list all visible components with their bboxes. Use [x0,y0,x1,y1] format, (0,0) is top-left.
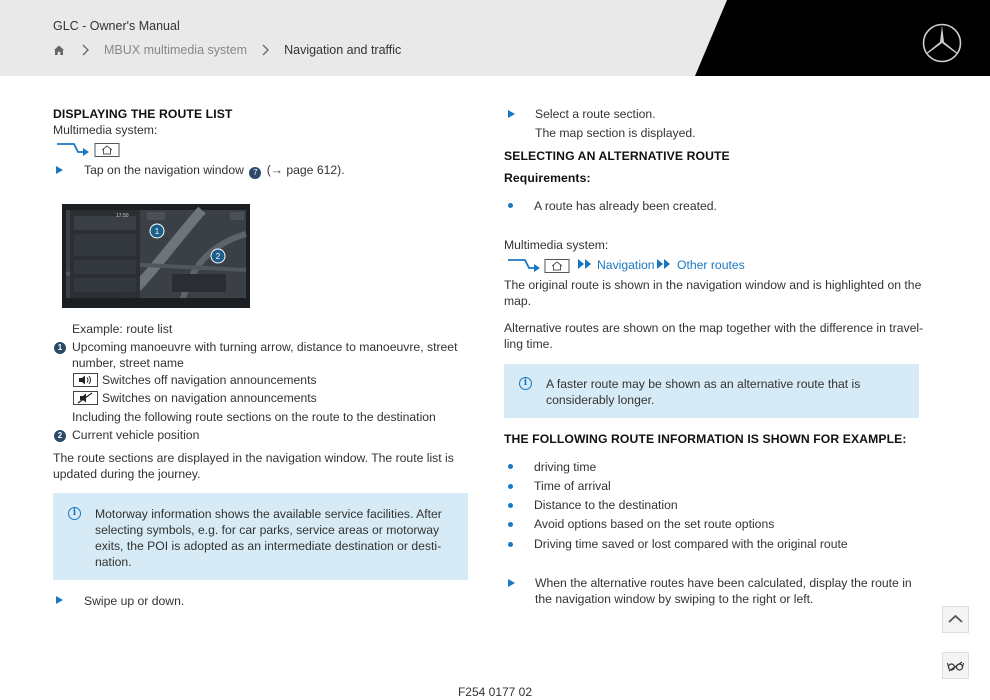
alt-routes-para-line2: ling time. [504,337,553,351]
multimedia-home-path-icon [507,256,571,274]
info-icon: i [519,377,532,390]
scroll-to-top-button[interactable] [942,606,969,633]
legend-text-1: Upcoming manoeuvre with turning arrow, distance to manoeuvre, street [72,340,458,354]
route-sections-para-line2: updated during the journey. [53,467,201,481]
heading-alternative-route: SELECTING AN ALTERNATIVE ROUTE [504,149,730,163]
announcements-on-icon [73,391,98,405]
info-faster-line1: A faster route may be shown as an alternative route that is [546,377,861,391]
legend-text-2: Current vehicle position [72,428,200,442]
chevron-right-icon [261,44,270,56]
multimedia-label-right: Multimedia system: [504,238,609,252]
step-swipe: Swipe up or down. [84,594,185,608]
bullet-icon [508,542,513,547]
step-arrow-icon [56,596,63,604]
requirements-label: Requirements: [504,171,591,185]
info-motorway-line2: selecting symbols, e.g. for car parks, service areas or motorway [95,523,440,537]
including-text: Including the following route sections on the route to the destination [72,410,436,424]
doc-title: GLC - Owner's Manual [53,19,180,33]
info-bullet-time-saved: Driving time saved or lost compared with the original route [534,537,848,551]
legend-number-1: 1 [54,342,66,354]
step-arrow-icon [56,166,63,174]
route-sections-para-line1: The route sections are displayed in the navigation window. The route list is [53,451,454,465]
screen-badge-2: 2 [215,252,221,261]
multimedia-label: Multimedia system: [53,123,158,137]
bullet-icon [508,522,513,527]
step-arrow-icon [508,579,515,587]
switch-off-text: Switches off navigation announcements [102,373,317,387]
switch-on-text: Switches on navigation announcements [102,391,317,405]
bullet-icon [508,484,513,489]
legend-text-1b: number, street name [72,356,184,370]
step-tap-navigation: Tap on the navigation window 7 (→ page 612). [84,163,345,177]
step-select-result: The map section is displayed. [535,126,696,140]
bullet-icon [508,203,513,208]
breadcrumb-item-mbux[interactable]: MBUX multimedia system [104,43,248,57]
heading-route-information: THE FOLLOWING ROUTE INFORMATION IS SHOWN FOR EXAMPLE: [504,432,907,446]
accessibility-button[interactable] [942,652,969,679]
bullet-icon [508,464,513,469]
mercedes-star-logo [922,23,962,63]
double-chevron-icon [656,258,672,270]
info-motorway-line1: Motorway information shows the available service facilities. After [95,507,442,521]
chevron-right-icon [81,44,90,56]
figure-caption: Example: route list [72,322,173,336]
info-faster-line2: considerably longer. [546,393,655,407]
step-select-section: Select a route section. [535,107,656,121]
legend-number-2: 2 [54,430,66,442]
breadcrumb-item-navigation: Navigation and traffic [284,43,402,57]
final-step-line1: When the alternative routes have been calculated, display the route in [535,576,912,590]
info-bullet-distance: Distance to the destination [534,498,678,512]
info-bullet-driving-time: driving time [534,460,597,474]
screen-clock: 17:50 [116,213,129,219]
announcements-off-icon [73,373,98,387]
alt-routes-para-line1: Alternative routes are shown on the map together with the difference in travel- [504,321,924,335]
final-step-line2: the navigation window by swiping to the right or left. [535,592,814,606]
home-icon[interactable] [53,44,65,56]
info-icon: i [68,507,81,520]
chevron-up-icon [943,607,968,632]
route-list-screenshot [62,204,250,308]
breadcrumb [53,42,401,58]
screen-badge-1: 1 [154,227,160,236]
figure-code: F254 0177 02 [457,685,533,699]
requirement-item: A route has already been created. [534,199,717,213]
path-other-routes: Other routes [677,258,745,272]
double-chevron-icon [577,258,593,270]
info-bullet-arrival: Time of arrival [534,479,611,493]
step-arrow-icon [508,110,515,118]
info-bullet-avoid: Avoid options based on the set route options [534,517,775,531]
info-motorway-line4: nation. [95,555,132,569]
info-motorway-line3: exits, the POI is adopted as an intermediate destination or desti- [95,539,442,553]
multimedia-home-path-icon [56,140,120,158]
page-reference-link[interactable]: (→ page 612). [266,163,345,177]
bullet-icon [508,503,513,508]
original-route-para-line1: The original route is shown in the navigation window and is highlighted on the [504,278,922,292]
original-route-para-line2: map. [504,294,532,308]
glasses-icon [943,653,968,678]
heading-route-list: DISPLAYING THE ROUTE LIST [53,107,233,121]
path-navigation: Navigation [597,258,655,272]
callout-badge: 7 [249,167,261,179]
